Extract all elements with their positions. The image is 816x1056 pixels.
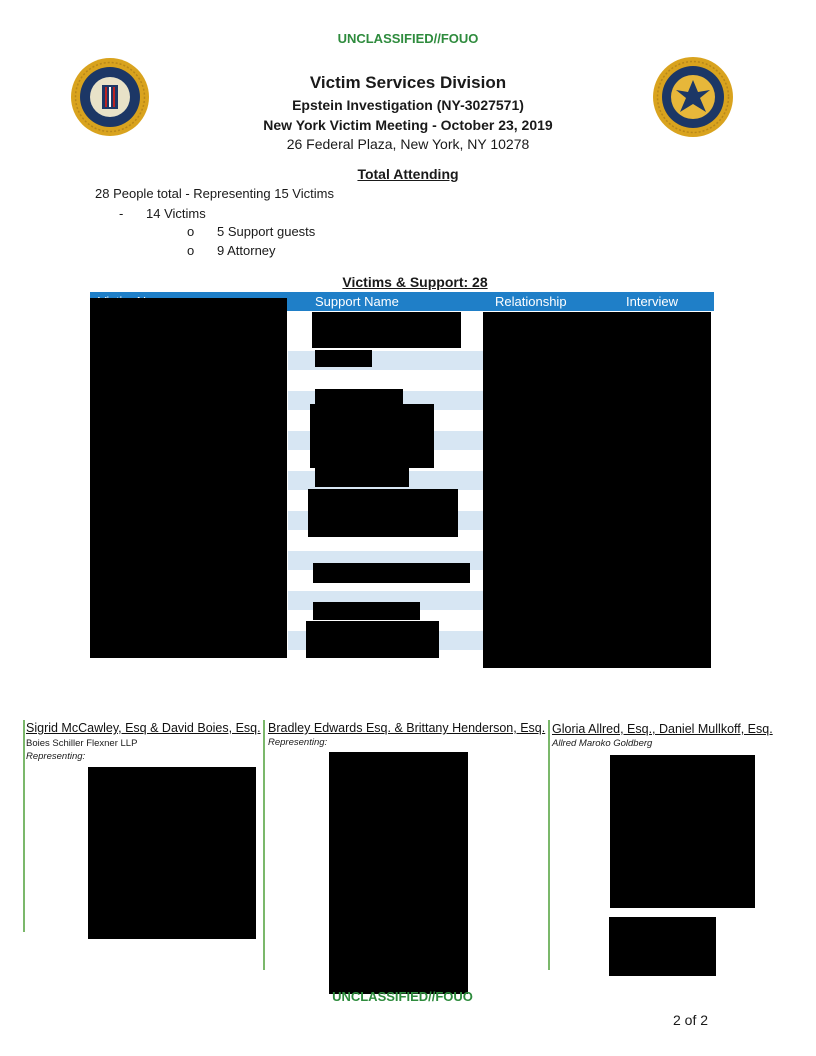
attorney-firm: Boies Schiller Flexner LLP xyxy=(26,738,138,749)
column-interview: Interview xyxy=(626,294,679,309)
column-relationship: Relationship xyxy=(495,294,567,309)
redacted-support-name xyxy=(313,602,420,620)
redacted-support-name xyxy=(313,563,470,583)
redacted-clients xyxy=(88,767,256,939)
dash-marker: - xyxy=(119,206,124,221)
column-divider xyxy=(23,720,25,932)
victims-support-table xyxy=(90,292,714,668)
column-support-name: Support Name xyxy=(315,294,399,309)
redacted-support-name xyxy=(315,350,372,367)
redacted-clients xyxy=(329,752,468,994)
attorney-name: Gloria Allred, Esq., Daniel Mullkoff, Esq. xyxy=(552,722,773,736)
column-divider xyxy=(548,720,550,970)
bullet-marker: o xyxy=(187,224,195,239)
column-divider xyxy=(263,720,265,970)
attorney-block-3 xyxy=(552,722,773,749)
classification-bottom: UNCLASSIFIED//FOUO xyxy=(332,989,473,1004)
representing-label: Representing: xyxy=(26,751,86,762)
investigation-title: Epstein Investigation (NY-3027571) xyxy=(292,97,524,113)
attorney-name: Sigrid McCawley, Esq & David Boies, Esq. xyxy=(26,721,261,735)
attorney-name: Bradley Edwards Esq. & Brittany Henderson, Esq. xyxy=(268,721,546,735)
redacted-support-name xyxy=(306,621,439,658)
page-number: 2 of 2 xyxy=(673,1012,709,1028)
attending-summary: 28 People total - Representing 15 Victims xyxy=(95,186,334,201)
meeting-title: New York Victim Meeting - October 23, 2019 xyxy=(263,117,553,133)
redacted-support-name xyxy=(312,312,461,348)
redacted-clients xyxy=(610,755,755,908)
redacted-victim-names xyxy=(90,298,287,658)
victims-support-heading: Victims & Support: 28 xyxy=(342,274,488,290)
meeting-address: 26 Federal Plaza, New York, NY 10278 xyxy=(286,136,530,152)
attorney-block-1 xyxy=(26,721,261,762)
support-count: 5 Support guests xyxy=(217,224,316,239)
victims-count: 14 Victims xyxy=(146,206,206,221)
redacted-support-name xyxy=(308,489,458,537)
redacted-support-name xyxy=(310,404,434,468)
attorney-count: 9 Attorney xyxy=(217,243,276,258)
representing-label: Representing: xyxy=(268,737,328,748)
attorney-firm: Allred Maroko Goldberg xyxy=(552,738,653,749)
total-attending-heading: Total Attending xyxy=(357,166,459,182)
division-title: Victim Services Division xyxy=(309,73,507,92)
bullet-marker: o xyxy=(187,243,195,258)
redacted-relationship-interview xyxy=(483,312,711,668)
classification-top: UNCLASSIFIED//FOUO xyxy=(337,31,479,46)
redacted-support-name xyxy=(315,467,409,487)
attorney-block-2 xyxy=(268,721,545,748)
redacted-clients xyxy=(609,917,716,976)
